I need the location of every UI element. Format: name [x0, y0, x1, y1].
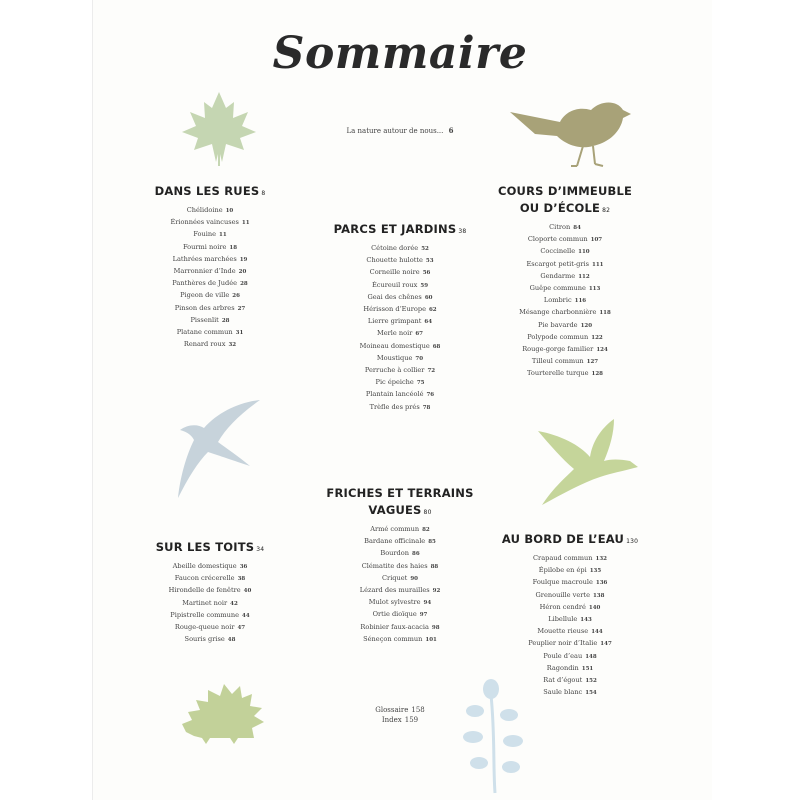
section-entry-list [495, 222, 635, 381]
toc-entry-name: Gendarme [540, 271, 576, 280]
toc-entry-page: 28 [240, 281, 248, 288]
toc-entry-page: 52 [421, 246, 429, 252]
toc-entry-page: 11 [219, 232, 227, 239]
toc-entry-page: 113 [588, 286, 601, 293]
toc-entry-name: Corneille noire [369, 268, 420, 277]
toc-entry[interactable] [300, 609, 500, 621]
toc-entry-name: Poule d’eau [543, 651, 583, 660]
toc-entry[interactable] [305, 280, 495, 292]
toc-entry-name: Pigeon de ville [180, 291, 230, 300]
section-page-number: 80 [423, 509, 432, 516]
toc-entry[interactable] [495, 626, 645, 638]
toc-entry[interactable] [495, 356, 635, 368]
toc-entry[interactable] [305, 292, 495, 304]
toc-entry[interactable] [300, 634, 500, 646]
toc-entry[interactable] [305, 389, 495, 401]
toc-entry-page: 75 [416, 380, 425, 387]
toc-entry-name: Armé commun [370, 525, 420, 533]
toc-entry-page: 90 [410, 575, 418, 582]
toc-entry-name: Mulot sylvestre [368, 598, 421, 607]
toc-entry[interactable] [305, 365, 495, 377]
swallow-icon [170, 392, 265, 502]
toc-entry-page: 67 [415, 331, 424, 338]
section-title-line: DANS LES RUES [154, 184, 260, 198]
toc-entry[interactable] [140, 561, 280, 573]
section-heading [140, 539, 280, 558]
toc-entry-name: Cétoine dorée [371, 244, 419, 252]
toc-entry-page: 112 [578, 273, 590, 280]
toc-entry-page: 135 [589, 568, 602, 575]
toc-entry[interactable] [140, 303, 280, 315]
toc-entry-name: Pie bavarde [537, 320, 578, 329]
toc-entry-page: 11 [241, 220, 250, 227]
toc-entry-page: 86 [412, 551, 420, 558]
toc-entry-name: Citron [549, 223, 571, 231]
toc-entry-name: Pinson des arbres [174, 303, 235, 312]
toc-entry-name: Fouine [193, 230, 217, 239]
toc-entry-page: 60 [424, 294, 433, 301]
toc-entry-page: 64 [424, 319, 433, 326]
toc-entry[interactable] [300, 573, 500, 585]
toc-entry[interactable] [495, 295, 635, 307]
toc-entry-page: 136 [595, 580, 608, 587]
toc-entry[interactable] [300, 548, 500, 560]
intro-label: La nature autour de nous... [346, 127, 444, 135]
toc-entry-page: 84 [573, 225, 581, 231]
toc-entry-page: 128 [591, 371, 603, 378]
toc-entry[interactable] [140, 266, 280, 278]
toc-entry-name: Cloporte commun [527, 235, 588, 244]
toc-entry-page: 154 [585, 690, 597, 697]
plant-sprig-icon [455, 675, 535, 795]
toc-entry[interactable] [495, 614, 645, 626]
toc-entry[interactable] [305, 341, 495, 353]
section-page-number: 82 [602, 207, 611, 214]
toc-entry-name: Épilobe en épi [538, 566, 587, 575]
toc-entry-name: Mouette rieuse [537, 627, 589, 636]
toc-entry-name: Perruche à collier [364, 366, 425, 375]
back-matter-page: 158 [411, 706, 425, 714]
toc-entry-name: Lierre grimpant [367, 317, 422, 326]
toc-entry-page: 47 [237, 625, 246, 632]
toc-entry[interactable] [495, 602, 645, 614]
toc-entry-name: Écureuil roux [371, 280, 418, 289]
section-heading [495, 183, 635, 219]
toc-entry-name: Séneçon commun [363, 634, 423, 643]
toc-entry-page: 97 [419, 612, 428, 619]
toc-entry[interactable] [495, 283, 635, 295]
toc-entry-page: 59 [420, 282, 429, 289]
toc-entry[interactable] [140, 610, 280, 622]
toc-entry-page: 94 [423, 600, 432, 607]
toc-entry-page: 19 [239, 256, 248, 263]
toc-entry-page: 70 [415, 355, 424, 362]
maple-leaf-icon [176, 88, 262, 168]
section-entry-list [300, 524, 500, 646]
toc-entry[interactable] [305, 316, 495, 328]
toc-entry-page: 107 [590, 237, 603, 244]
toc-entry-name: Chélidoine [186, 206, 223, 214]
toc-entry-page: 10 [225, 208, 234, 214]
toc-entry-name: Rat d’égout [543, 676, 583, 685]
toc-entry[interactable] [140, 598, 280, 610]
toc-entry-name: Lézard des murailles [359, 586, 430, 595]
toc-entry-name: Lathrées marchées [172, 254, 237, 263]
toc-entry-page: 152 [585, 678, 597, 685]
hedgehog-icon [178, 680, 268, 748]
toc-entry-name: Saule blanc [543, 688, 583, 697]
page-edge [92, 0, 93, 800]
toc-entry-page: 151 [581, 665, 594, 672]
toc-entry-name: Tilleul commun [531, 357, 584, 366]
toc-entry[interactable] [140, 573, 280, 585]
section-sur-les-toits [140, 539, 280, 646]
toc-entry-page: 148 [585, 653, 597, 660]
toc-entry-page: 82 [422, 527, 430, 533]
toc-entry-page: 116 [574, 298, 587, 305]
toc-entry[interactable] [140, 217, 280, 229]
toc-entry-name: Abeille domestique [172, 562, 237, 570]
toc-entry-page: 20 [238, 269, 247, 276]
toc-entry[interactable] [495, 246, 635, 258]
toc-entry-page: 27 [237, 305, 246, 312]
toc-entry-page: 111 [592, 261, 604, 268]
toc-entry[interactable] [495, 590, 645, 602]
toc-entry-name: Moustique [376, 353, 413, 362]
toc-entry-page: 68 [432, 343, 441, 350]
toc-entry-page: 110 [578, 249, 590, 256]
toc-entry-page: 85 [428, 539, 436, 546]
toc-entry[interactable] [140, 229, 280, 241]
toc-entry-name: Pissenlit [190, 315, 219, 324]
section-page-number: 8 [261, 190, 266, 197]
section-page-number: 130 [626, 538, 639, 545]
toc-entry-name: Coccinelle [540, 247, 576, 256]
toc-entry-page: 143 [580, 617, 592, 624]
page-title: Sommaire [272, 28, 528, 79]
toc-entry[interactable] [495, 565, 645, 577]
section-page-number: 34 [256, 546, 265, 553]
toc-entry-page: 132 [595, 556, 607, 562]
toc-entry-name: Robinier faux-acacia [360, 622, 429, 631]
toc-entry-name: Escargot petit-gris [526, 259, 590, 268]
toc-entry-page: 78 [422, 404, 431, 411]
toc-entry-name: Pipistrelle commune [170, 610, 240, 619]
section-entry-list [305, 243, 495, 414]
toc-entry-name: Érionnées vaincuses [170, 218, 239, 227]
toc-entry-name: Merle noir [376, 329, 413, 338]
toc-entry-name: Marronnier d’Inde [173, 267, 236, 276]
toc-entry-name: Grenouille verte [535, 590, 590, 599]
toc-entry[interactable] [495, 234, 635, 246]
toc-entry-page: 144 [591, 629, 603, 636]
toc-entry-name: Mésange charbonnière [519, 308, 597, 317]
section-friches-et-terrains [300, 485, 500, 646]
toc-entry-page: 42 [230, 600, 238, 607]
toc-entry[interactable] [300, 561, 500, 573]
toc-entry-page: 36 [239, 564, 248, 570]
toc-entry[interactable] [305, 328, 495, 340]
toc-entry[interactable] [305, 255, 495, 267]
section-title-line: FRICHES ET TERRAINS [326, 486, 474, 500]
toc-entry-name: Trèfle des prés [369, 402, 420, 411]
toc-entry[interactable] [140, 585, 280, 597]
toc-entry-page: 26 [232, 293, 240, 300]
toc-entry[interactable] [140, 290, 280, 302]
toc-entry[interactable] [495, 307, 635, 319]
toc-entry-page: 122 [591, 334, 603, 341]
toc-entry[interactable] [495, 663, 645, 675]
section-title-line: VAGUES [368, 503, 422, 517]
toc-entry[interactable] [495, 553, 645, 565]
toc-entry-name: Plantain lancéolé [365, 390, 424, 399]
toc-entry-name: Rouge-gorge familier [522, 345, 594, 354]
section-parcs-et-jardins [305, 221, 495, 414]
toc-entry-name: Lombric [543, 296, 572, 305]
toc-entry-name: Foulque macroule [532, 578, 593, 587]
toc-entry-name: Pic épeiche [375, 378, 414, 387]
section-entry-list [140, 561, 280, 646]
toc-entry[interactable] [140, 205, 280, 217]
toc-entry[interactable] [495, 320, 635, 332]
toc-entry-name: Tourterelle turque [527, 369, 589, 378]
toc-entry-page: 48 [227, 637, 236, 644]
toc-entry[interactable] [140, 339, 280, 351]
toc-entry-page: 120 [580, 322, 593, 329]
flying-duck-icon [520, 415, 645, 510]
toc-entry-name: Bourdon [380, 549, 409, 558]
toc-entry-name: Hirondelle de fenêtre [168, 586, 241, 595]
toc-entry[interactable] [305, 267, 495, 279]
toc-entry-name: Moineau domestique [359, 341, 430, 350]
section-heading [305, 221, 495, 240]
toc-entry-name: Polypode commun [527, 332, 589, 341]
toc-entry[interactable] [495, 259, 635, 271]
section-heading [140, 183, 280, 202]
toc-entry-name: Rouge-queue noir [174, 623, 235, 632]
toc-entry-name: Platane commun [176, 328, 233, 337]
back-matter-label: Index [381, 716, 402, 724]
toc-entry-page: 56 [422, 270, 431, 277]
toc-entry-page: 31 [235, 330, 244, 337]
toc-entry[interactable] [140, 315, 280, 327]
toc-entry[interactable] [495, 271, 635, 283]
toc-entry-name: Renard roux [183, 340, 226, 349]
toc-entry[interactable] [300, 622, 500, 634]
toc-entry-page: 32 [228, 342, 237, 349]
toc-entry[interactable] [495, 577, 645, 589]
section-title-line: COURS D’IMMEUBLE [497, 184, 633, 198]
toc-entry[interactable] [140, 622, 280, 634]
toc-entry-page: 98 [431, 624, 440, 631]
toc-entry[interactable] [140, 278, 280, 290]
toc-entry[interactable] [305, 353, 495, 365]
toc-entry[interactable] [140, 242, 280, 254]
toc-entry[interactable] [140, 254, 280, 266]
toc-entry-name: Héron cendré [539, 602, 586, 611]
back-matter-page: 159 [404, 716, 419, 724]
toc-entry[interactable] [300, 536, 500, 548]
toc-entry-page: 18 [229, 244, 238, 251]
toc-entry-page: 92 [432, 588, 441, 595]
toc-entry-name: Chouette hulotte [366, 256, 423, 265]
toc-entry[interactable] [140, 327, 280, 339]
toc-entry-page: 147 [600, 641, 612, 648]
toc-entry[interactable] [495, 638, 645, 650]
toc-entry[interactable] [305, 377, 495, 389]
toc-entry-page: 38 [237, 576, 246, 583]
toc-entry-page: 40 [243, 588, 252, 595]
toc-entry[interactable] [140, 634, 280, 646]
section-heading [495, 531, 645, 550]
section-dans-les-rues [140, 183, 280, 351]
toc-entry-page: 28 [221, 317, 230, 324]
toc-entry-page: 140 [588, 604, 601, 611]
toc-entry-name: Guêpe commune [529, 284, 586, 293]
toc-entry[interactable] [495, 368, 635, 380]
toc-entry[interactable] [495, 651, 645, 663]
intro-page: 6 [448, 126, 454, 135]
toc-entry-name: Geai des chênes [367, 292, 422, 301]
section-title-line: SUR LES TOITS [155, 540, 255, 554]
toc-entry[interactable] [305, 402, 495, 414]
toc-entry-page: 88 [430, 563, 439, 570]
sparrow-icon [505, 94, 635, 174]
toc-entry-page: 124 [596, 347, 608, 354]
toc-entry[interactable] [495, 344, 635, 356]
section-title-line: AU BORD DE L’EAU [501, 532, 625, 546]
toc-entry-page: 76 [426, 392, 435, 399]
section-title-line: OU D’ÉCOLE [519, 201, 601, 215]
toc-entry-page: 53 [425, 258, 434, 265]
toc-entry-name: Souris grise [184, 635, 225, 644]
toc-entry-name: Crapaud commun [533, 554, 593, 562]
toc-entry-page: 118 [599, 310, 611, 317]
section-heading [300, 485, 500, 521]
toc-entry-page: 101 [425, 636, 437, 643]
toc-entry-name: Ragondin [546, 663, 579, 672]
toc-entry-name: Peuplier noir d’Italie [528, 639, 598, 648]
toc-entry-name: Fourmi noire [182, 242, 227, 251]
section-entry-list [140, 205, 280, 351]
toc-entry-page: 138 [592, 592, 605, 599]
section-title-line: PARCS ET JARDINS [333, 222, 457, 236]
toc-entry-name: Clématite des haies [361, 561, 428, 570]
toc-entry-name: Hérisson d’Europe [363, 305, 426, 314]
toc-entry-name: Martinet noir [182, 598, 228, 607]
toc-entry[interactable] [305, 304, 495, 316]
toc-entry-name: Libellule [548, 615, 578, 624]
toc-entry-name: Ortie dioïque [372, 610, 417, 619]
toc-entry[interactable] [300, 597, 500, 609]
toc-entry[interactable] [300, 585, 500, 597]
toc-entry[interactable] [305, 243, 495, 255]
section-page-number: 38 [458, 228, 467, 235]
toc-entry[interactable] [495, 222, 635, 234]
toc-entry[interactable] [495, 332, 635, 344]
section-cours-d-immeuble [495, 183, 635, 381]
toc-entry-page: 72 [427, 368, 436, 375]
back-matter-label: Glossaire [375, 706, 409, 714]
toc-entry-name: Criquet [382, 573, 408, 582]
toc-entry-page: 44 [242, 612, 250, 619]
toc-entry-name: Panthères de Judée [172, 279, 238, 288]
toc-entry-name: Faucon crécerelle [174, 574, 235, 583]
toc-entry-name: Bardane officinale [364, 537, 426, 546]
toc-entry-page: 127 [586, 359, 599, 366]
intro-entry [300, 126, 500, 135]
toc-entry-page: 62 [428, 307, 437, 314]
toc-entry[interactable] [300, 524, 500, 536]
